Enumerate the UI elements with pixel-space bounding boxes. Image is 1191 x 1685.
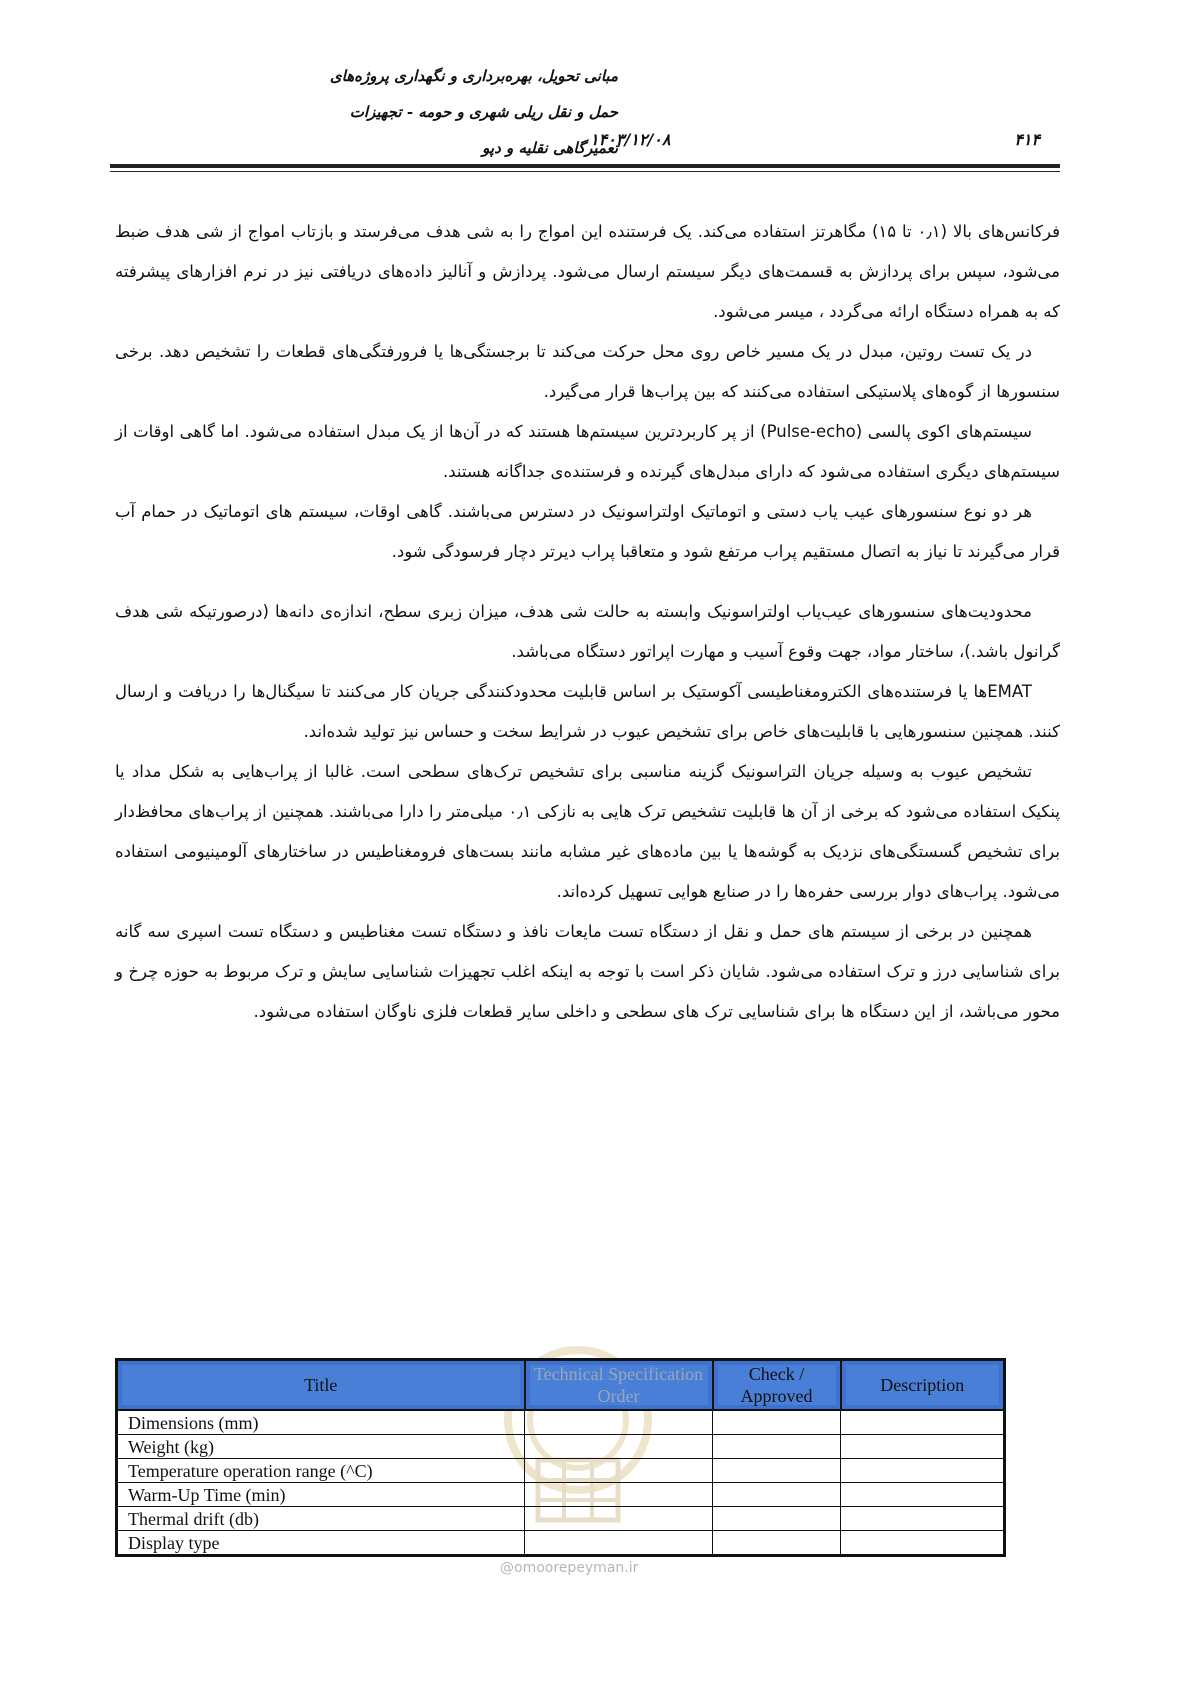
- table-row: [117, 1435, 1005, 1459]
- cell-check[interactable]: [713, 1483, 841, 1507]
- book-title: [138, 58, 618, 166]
- col-header-description: Description: [841, 1360, 1005, 1411]
- header-date: ۱۴۰۳/۱۲/۰۸: [590, 130, 671, 149]
- paragraph-2: در یک تست روتین، مبدل در یک مسیر خاص روی محل حرکت می‌کند تا برجستگی‌ها یا فرورفتگی‌های قطعات را تشخیص دهد. برخی سنسورها از گوه‌های پلاستیکی استفاده می‌کنند که بین پراب‌ها قرار می‌گیرد.: [115, 342, 1060, 401]
- cell-technical-spec[interactable]: [525, 1410, 713, 1435]
- table-header-row: [117, 1360, 1005, 1411]
- paragraph-4: هر دو نوع سنسورهای عیب یاب دستی و اتوماتیک اولتراسونیک در دسترس می‌باشند. گاهی اوقات، سیستم های اتوماتیک در حمام آب قرار می‌گیرند تا نیاز به اتصال مستقیم پراب مرتفع شود و متعاقبا پراب دیرتر دچار فرسودگی شود.: [115, 502, 1060, 561]
- cell-description[interactable]: [841, 1531, 1005, 1556]
- cell-technical-spec[interactable]: [525, 1483, 713, 1507]
- body-text: [115, 212, 1060, 1032]
- book-title-line-2: حمل و نقل ریلی شهری و حومه - تجهیزات: [349, 103, 618, 121]
- cell-description[interactable]: [841, 1507, 1005, 1531]
- paragraph-6: EMATها یا فرستنده‌های الکترومغناطیسی آکوستیک بر اساس قابلیت محدودکنندگی جریان کار می‌کنند تا سیگنال‌ها را دریافت و ارسال کنند. همچنین سنسورهایی با قابلیت‌های خاص برای تشخیص عیوب در شرایط سخت و حساس نیز تولید شده‌اند.: [115, 682, 1060, 741]
- row-title: Weight (kg): [117, 1435, 525, 1459]
- watermark-text: @omoorepeyman.ir: [500, 1560, 639, 1576]
- col-header-technical-spec: Technical Specification Order: [525, 1360, 713, 1411]
- col-header-check-approved: Check / Approved: [713, 1360, 841, 1411]
- table-row: [117, 1410, 1005, 1435]
- paragraph-8: همچنین در برخی از سیستم های حمل و نقل از دستگاه تست مایعات نافذ و دستگاه تست مغناطیس و دستگاه تست اسپری سه گانه برای شناسایی درز و ترک استفاده می‌شود. شایان ذکر است با توجه به اینکه اغلب تجهیزات شناسایی سایش و ترک مربوط به حوزه چرخ و محور می‌باشد، از این دستگاه ها برای شناسایی ترک های سطحی و داخلی سایر قطعات فلزی ناوگان استفاده می‌شود.: [115, 922, 1060, 1021]
- cell-description[interactable]: [841, 1483, 1005, 1507]
- page-header: [110, 52, 1060, 172]
- table-row: [117, 1531, 1005, 1556]
- cell-technical-spec[interactable]: [525, 1459, 713, 1483]
- row-title: Display type: [117, 1531, 525, 1556]
- table-row: [117, 1483, 1005, 1507]
- paragraph-1: فرکانس‌های بالا (۰٫۱ تا ۱۵) مگاهرتز استفاده می‌کند. یک فرستنده این امواج را به شی هدف می‌فرستد و بازتاب امواج از شی هدف ضبط می‌شود، سپس برای پردازش به قسمت‌های دیگر سیستم ارسال می‌شود. پردازش و آنالیز داده‌های دریافتی نیز در نرم افزارهای پیشرفته که به همراه دستگاه ارائه می‌گردد ، میسر می‌شود.: [115, 222, 1061, 321]
- header-rule-thin: [110, 171, 1060, 172]
- spec-table: [115, 1358, 1006, 1557]
- row-title: Thermal drift (db): [117, 1507, 525, 1531]
- header-rule-thick: [110, 164, 1060, 168]
- cell-check[interactable]: [713, 1410, 841, 1435]
- cell-technical-spec[interactable]: [525, 1435, 713, 1459]
- book-title-line-3: تعمیرگاهی نقلیه و دپو: [482, 139, 618, 157]
- cell-check[interactable]: [713, 1531, 841, 1556]
- paragraph-3: سیستم‌های اکوی پالسی (Pulse-echo) از پر کاربردترین سیستم‌ها هستند که در آن‌ها از یک مبدل استفاده می‌شود. اما گاهی اوقات از سیستم‌های دیگری استفاده می‌شود که دارای مبدل‌های گیرنده و فرستنده‌ی جداگانه هستند.: [115, 422, 1060, 481]
- cell-technical-spec[interactable]: [525, 1531, 713, 1556]
- cell-description[interactable]: [841, 1410, 1005, 1435]
- row-title: Temperature operation range (^C): [117, 1459, 525, 1483]
- row-title: Warm-Up Time (min): [117, 1483, 525, 1507]
- page-number: ۴۱۴: [1014, 130, 1040, 149]
- cell-description[interactable]: [841, 1435, 1005, 1459]
- table-row: [117, 1459, 1005, 1483]
- paragraph-7: تشخیص عیوب به وسیله جریان التراسونیک گزینه مناسبی برای تشخیص ترک‌های سطحی است. غالبا از پراب‌هایی به شکل مداد یا پنکیک استفاده می‌شود که برخی از آن ها قابلیت تشخیص ترک هایی به نازکی ۰٫۱ میلی‌متر را دارا می‌باشند. همچنین از پراب‌های محافظ‌دار برای تشخیص گسستگی‌های نزدیک به گوشه‌ها یا بین ماده‌های غیر مشابه مانند بست‌های فرومغناطیس در ساختارهای آلومینیومی استفاده می‌شود. پراب‌های دوار بررسی حفره‌ها را در صنایع هوایی تسهیل کرده‌اند.: [115, 762, 1060, 901]
- spec-table-wrapper: [115, 1358, 1003, 1557]
- cell-check[interactable]: [713, 1507, 841, 1531]
- cell-description[interactable]: [841, 1459, 1005, 1483]
- col-header-title: Title: [117, 1360, 525, 1411]
- cell-check[interactable]: [713, 1459, 841, 1483]
- book-title-line-1: مبانی تحویل، بهره‌برداری و نگهداری پروژه‌های: [329, 67, 618, 85]
- cell-check[interactable]: [713, 1435, 841, 1459]
- cell-technical-spec[interactable]: [525, 1507, 713, 1531]
- table-row: [117, 1507, 1005, 1531]
- paragraph-5: محدودیت‌های سنسورهای عیب‌یاب اولتراسونیک وابسته به حالت شی هدف، میزان زبری سطح، اندازه‌ی دانه‌ها (درصورتیکه شی هدف گرانول باشد.)، ساختار مواد، جهت وقوع آسیب و مهارت اپراتور دستگاه می‌باشد.: [115, 602, 1060, 661]
- row-title: Dimensions (mm): [117, 1410, 525, 1435]
